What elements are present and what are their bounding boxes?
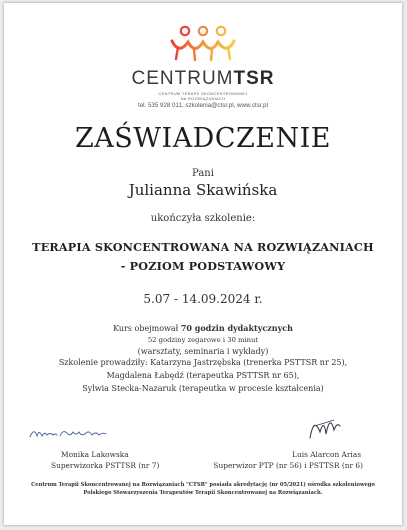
trainers-line2: Magdalena Łabędź (terapeutka PSTTSR nr 65), bbox=[106, 371, 300, 380]
salutation: Pani bbox=[192, 168, 214, 179]
brand-tagline-line1: CENTRUM TERAPII SKONCENTROWANEJ bbox=[158, 91, 248, 96]
left-signatory-role: Superwizorka PSTTSR (nr 7) bbox=[51, 461, 160, 470]
contact-info: tel. 535 928 011, szkolenia@ctsr.pl, www.ctsr.pl bbox=[138, 102, 268, 109]
certificate-page bbox=[4, 3, 402, 525]
ctsr-logo bbox=[4, 25, 402, 63]
left-handwritten-signature bbox=[26, 421, 130, 443]
right-signatory-role: Superwizor PTP (nr 56) i PSTTSR (nr 6) bbox=[213, 461, 363, 470]
recipient-name: Julianna Skawińska bbox=[128, 181, 278, 199]
brand-name-part1: CENTRUM bbox=[131, 68, 234, 89]
hours-line bbox=[4, 323, 402, 333]
ctsr-logo-icon bbox=[168, 25, 238, 63]
trainers-line3: Sylwia Stecka-Nazaruk (terapeutka w procesie kształcenia) bbox=[82, 384, 324, 393]
hours-bold: 70 godzin dydaktycznych bbox=[180, 323, 293, 333]
footer-line1: Centrum Terapii Skoncentrowanej na Rozwiązaniach "CTSR" posiada akredytację (nr 05/2021) ośrodka szkoleniowego bbox=[31, 482, 375, 488]
footer-line2: Polskiego Stowarzyszenia Terapeutów Terapii Skoncentrowanej na Rozwiązaniach. bbox=[83, 490, 323, 496]
course-format: (warsztaty, seminaria i wykłady) bbox=[137, 347, 269, 356]
brand-name-part2: TSR bbox=[233, 68, 275, 89]
clock-hours: 52 godziny zegarowe i 30 minut bbox=[147, 336, 259, 344]
brand-tagline-line2: NA ROZWIĄZANIACH bbox=[180, 96, 226, 101]
course-title-line2: - POZIOM PODSTAWOWY bbox=[120, 259, 286, 273]
trainers-line1: Szkolenie prowadziły: Katarzyna Jastrzębska (trenerka PSTTSR nr 25), bbox=[58, 358, 348, 367]
right-handwritten-signature bbox=[304, 408, 342, 446]
brand-name bbox=[4, 68, 402, 90]
certificate-title: ZAŚWIADCZENIE bbox=[75, 123, 331, 154]
course-title-line1: TERAPIA SKONCENTROWANA NA ROZWIĄZANIACH bbox=[32, 240, 374, 254]
hours-prefix: Kurs obejmował bbox=[113, 324, 181, 333]
left-signatory-name: Monika Lakowska bbox=[61, 450, 129, 459]
completed-text: ukończyła szkolenie: bbox=[150, 213, 256, 224]
right-signatory-name: Luis Alarcon Arias bbox=[292, 450, 361, 459]
course-dates: 5.07 - 14.09.2024 r. bbox=[143, 292, 263, 306]
